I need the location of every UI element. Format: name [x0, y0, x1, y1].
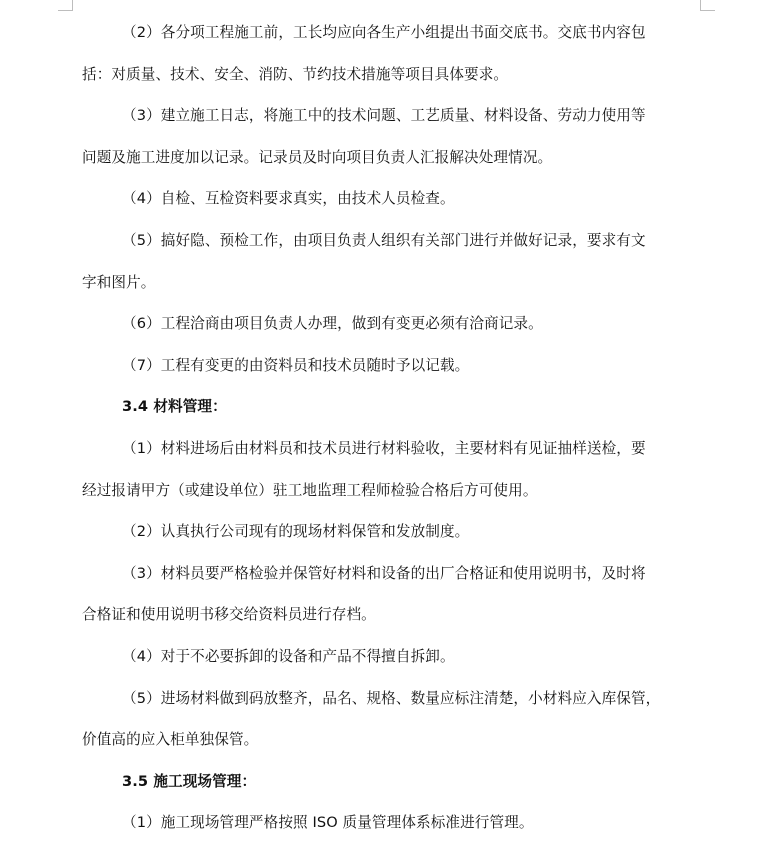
section-heading: 3.4 材料管理： — [122, 398, 227, 416]
paragraph-line: （5）进场材料做到码放整齐，品名、规格、数量应标注清楚，小材料应入库保管， — [122, 689, 661, 707]
paragraph-line: （1）材料进场后由材料员和技术员进行材料验收，主要材料有见证抽样送检，要 — [122, 439, 646, 457]
paragraph-line: （4）自检、互检资料要求真实，由技术人员检查。 — [122, 190, 455, 208]
section-heading: 3.5 施工现场管理： — [122, 772, 257, 790]
crop-mark-right — [700, 0, 715, 11]
paragraph-line: （2）认真执行公司现有的现场材料保管和发放制度。 — [122, 523, 470, 541]
paragraph-line: （7）工程有变更的由资料员和技术员随时予以记载。 — [122, 356, 470, 374]
crop-mark-left — [58, 0, 73, 11]
paragraph-line: 括：对质量、技术、安全、消防、节约技术措施等项目具体要求。 — [82, 65, 509, 83]
document-body — [82, 12, 692, 844]
paragraph-line: （5）搞好隐、预检工作，由项目负责人组织有关部门进行并做好记录，要求有文 — [122, 231, 646, 249]
paragraph-line: （6）工程洽商由项目负责人办理，做到有变更必须有洽商记录。 — [122, 315, 543, 333]
paragraph-line: （2）各分项工程施工前，工长均应向各生产小组提出书面交底书。交底书内容包 — [122, 24, 646, 41]
paragraph-line: 价值高的应入柜单独保管。 — [82, 731, 259, 749]
paragraph-line: （3）建立施工日志，将施工中的技术问题、工艺质量、材料设备、劳动力使用等 — [122, 107, 646, 125]
paragraph-line: 问题及施工进度加以记录。记录员及时向项目负责人汇报解决处理情况。 — [82, 148, 553, 166]
paragraph-line: （1）施工现场管理严格按照 ISO 质量管理体系标准进行管理。 — [122, 814, 534, 832]
paragraph-line: （4）对于不必要拆卸的设备和产品不得擅自拆卸。 — [122, 647, 455, 665]
paragraph-line: （3）材料员要严格检验并保管好材料和设备的出厂合格证和使用说明书，及时将 — [122, 564, 646, 582]
paragraph-line: 字和图片。 — [82, 273, 156, 291]
paragraph-line: 经过报请甲方（或建设单位）驻工地监理工程师检验合格后方可使用。 — [82, 481, 538, 499]
paragraph-line: 合格证和使用说明书移交给资料员进行存档。 — [82, 606, 376, 624]
